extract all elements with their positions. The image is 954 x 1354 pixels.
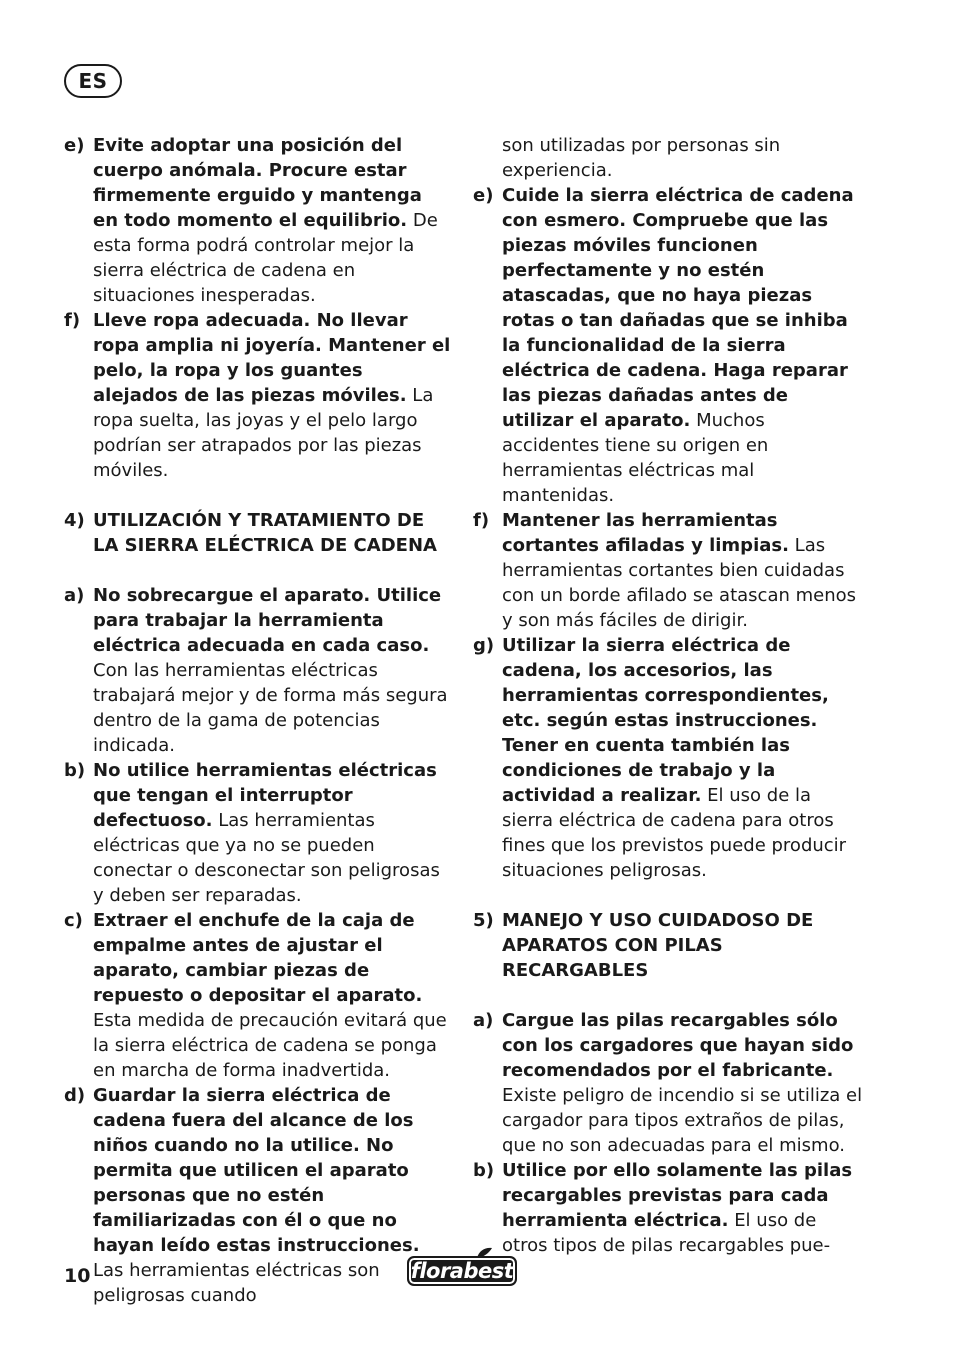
list-item-c	[64, 908, 452, 1083]
item-heading: Mantener las herramientas cortantes afiladas y limpias.	[502, 510, 789, 556]
item-label: f)	[64, 310, 81, 331]
brand-logo	[405, 1247, 519, 1289]
item-text: Existe peligro de incendio si se utiliza el cargador para tipos extraños de pilas, que no son adecuadas para el mismo.	[502, 1085, 863, 1156]
item-heading: Lleve ropa adecuada. No llevar ropa amplia ni joyería. Mantener el pelo, la ropa y los guantes alejados de las piezas móviles.	[93, 310, 451, 406]
item-label: f)	[473, 510, 490, 531]
item-heading: No utilice herramientas eléctricas que tengan el interruptor defectuoso.	[93, 760, 437, 831]
item-label: e)	[64, 135, 85, 156]
item-text: El uso de la sierra eléctrica de cadena para otros fines que los previstos puede producir situaciones peligrosas.	[502, 785, 847, 881]
item-text: De esta forma podrá controlar mejor la sierra eléctrica de cadena en situaciones inesperadas.	[93, 210, 438, 306]
item-text: Las herramientas cortantes bien cuidadas con un borde afilado se atascan menos y son más fáciles de dirigir.	[502, 535, 857, 631]
section-heading-5	[473, 908, 865, 983]
section-title: MANEJO Y USO CUIDADOSO DE APARATOS CON PILAS RECARGABLES	[502, 910, 814, 981]
list-item-b	[64, 758, 452, 908]
logo-text: florabest	[410, 1259, 514, 1283]
list-item-e	[473, 183, 865, 508]
item-label: a)	[473, 1010, 494, 1031]
item-heading: Guardar la sierra eléctrica de cadena fuera del alcance de los niños cuando no la utilice. No permita que utilicen el aparato personas que no estén familiarizadas con él o que no hayan leído estas instrucciones.	[93, 1085, 420, 1256]
list-item-f	[473, 508, 865, 633]
section-label: 4)	[64, 510, 85, 531]
section-label: 5)	[473, 910, 494, 931]
item-heading: No sobrecargue el aparato. Utilice para trabajar la herramienta eléctrica adecuada en cada caso.	[93, 585, 442, 656]
item-heading: Cargue las pilas recargables sólo con los cargadores que hayan sido recomendados por el fabricante.	[502, 1010, 854, 1081]
item-label: g)	[473, 635, 495, 656]
section-title: UTILIZACIÓN Y TRATAMIENTO DE LA SIERRA ELÉCTRICA DE CADENA	[93, 510, 437, 556]
item-text: Esta medida de precaución evitará que la sierra eléctrica de cadena se ponga en marcha de forma inadvertida.	[93, 1010, 447, 1081]
item-text: Las herramientas eléctricas son peligrosas cuando	[93, 1260, 380, 1306]
list-item-b	[473, 1158, 865, 1258]
section-heading-4	[64, 508, 452, 558]
item-text: Las herramientas eléctricas que ya no se pueden conectar o desconectar son peligrosas y deben ser reparadas.	[93, 810, 440, 906]
item-label: d)	[64, 1085, 86, 1106]
item-heading: Cuide la sierra eléctrica de cadena con esmero. Compruebe que las piezas móviles funcionen perfectamente y no estén atascadas, que no haya piezas rotas o tan dañadas que se inhiba la funcionalidad de la sierra eléctrica de cadena. Haga reparar las piezas dañadas antes de utilizar el aparato.	[502, 185, 854, 431]
list-item-a	[473, 1008, 865, 1158]
item-label: b)	[64, 760, 86, 781]
list-item-a	[64, 583, 452, 758]
list-item-e	[64, 133, 452, 308]
list-item-d	[64, 1083, 452, 1308]
item-label: b)	[473, 1160, 495, 1181]
list-item-g	[473, 633, 865, 883]
item-text: Muchos accidentes tiene su origen en herramientas eléctricas mal mantenidas.	[502, 410, 769, 506]
item-label: e)	[473, 185, 494, 206]
continued-text: son utilizadas por personas sin experiencia.	[502, 135, 781, 181]
list-item-f	[64, 308, 452, 483]
item-text: Con las herramientas eléctricas trabajará mejor y de forma más segura dentro de la gama de potencias indicada.	[93, 660, 448, 756]
page-number: 10	[64, 1265, 91, 1287]
right-column	[473, 133, 865, 1258]
item-heading: Evite adoptar una posición del cuerpo anómala. Procure estar firmemente erguido y mantenga en todo momento el equilibrio.	[93, 135, 422, 231]
item-label: c)	[64, 910, 83, 931]
item-text: El uso de otros tipos de pilas recargables pue-	[502, 1210, 831, 1256]
language-badge: ES	[64, 64, 122, 98]
item-heading: Utilizar la sierra eléctrica de cadena, los accesorios, las herramientas correspondientes, etc. según estas instrucciones. Tener en cuenta también las condiciones de trabajo y la actividad a realizar.	[502, 635, 829, 806]
item-heading: Extraer el enchufe de la caja de empalme antes de ajustar el aparato, cambiar piezas de repuesto o depositar el aparato.	[93, 910, 423, 1006]
item-heading: Utilice por ello solamente las pilas recargables previstas para cada herramienta eléctrica.	[502, 1160, 853, 1231]
left-column	[64, 133, 452, 1308]
item-label: a)	[64, 585, 85, 606]
item-text: La ropa suelta, las joyas y el pelo largo podrían ser atrapados por las piezas móviles.	[93, 385, 434, 481]
